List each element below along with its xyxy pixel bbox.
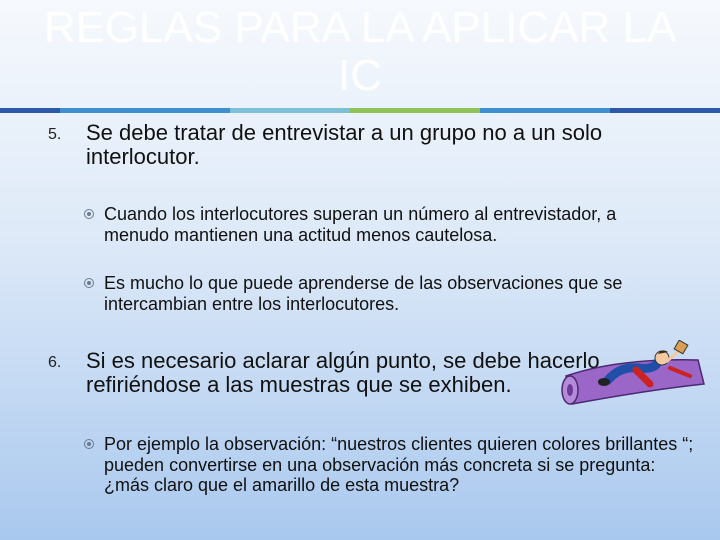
title-divider: [0, 108, 720, 113]
item-text: Si es necesario aclarar algún punto, se debe hacerlo refiriéndose a las muestras que se exhiben.: [86, 348, 600, 397]
circle-bullet-icon: [84, 439, 94, 449]
item-text: Se debe tratar de entrevistar a un grupo no a un solo interlocutor.: [86, 120, 603, 169]
painter-clipart-icon: [558, 340, 706, 412]
subitem-text: Por ejemplo la observación: “nuestros clientes quieren colores brillantes “; pueden convertirse en una observación más concreta si se pregunta: ¿más claro que el amarillo de esta muestra?: [104, 434, 694, 495]
circle-bullet-icon: [84, 209, 94, 219]
subitem-text: Es mucho lo que puede aprenderse de las observaciones que se intercambian entre los interlocutores.: [104, 273, 623, 314]
item-number: 6.: [48, 354, 62, 371]
subitem: [104, 434, 694, 496]
subitem: [104, 273, 684, 314]
subitem-text: Cuando los interlocutores superan un número al entrevistador, a menudo mantienen una actitud menos cautelosa.: [104, 204, 617, 245]
circle-bullet-icon: [84, 278, 94, 288]
subitem: [104, 204, 684, 245]
item-number: 5.: [48, 126, 62, 143]
slide-title: REGLAS PARA LA APLICAR LA IC: [43, 3, 677, 100]
